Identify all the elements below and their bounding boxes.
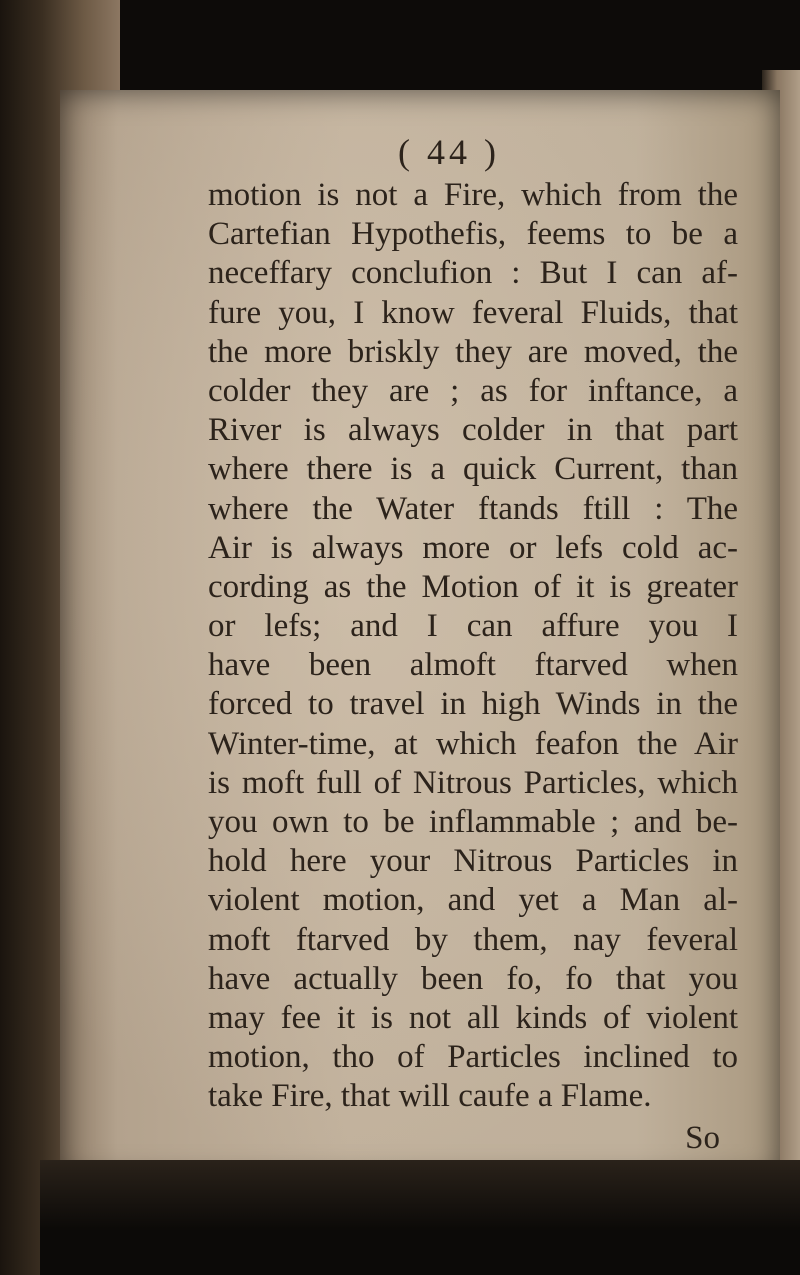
text-line: Cartefian Hypothefis, feems to be a (208, 216, 738, 253)
text-line: where the Water ftands ftill : The (208, 490, 738, 527)
text-line: take Fire, that will caufe a Flame. (208, 1078, 652, 1115)
text-line: River is always colder in that part (208, 412, 738, 449)
text-line: hold here your Nitrous Particles in (208, 843, 738, 880)
text-line: have been almoft ftarved when (208, 647, 738, 684)
text-line: cording as the Motion of it is greater (208, 568, 738, 605)
text-line: motion, tho of Particles inclined to (208, 1039, 738, 1076)
page-number: ( 44 ) (398, 132, 500, 172)
text-line: violent motion, and yet a Man al- (208, 882, 738, 919)
page-bottom-shadow (40, 1160, 800, 1275)
page-text (208, 128, 748, 1158)
text-line: Winter-time, at which feafon the Air (208, 725, 738, 762)
text-line: forced to travel in high Winds in the (208, 686, 738, 723)
text-line: Air is always more or lefs cold ac- (208, 529, 738, 566)
catchword: So (685, 1119, 720, 1156)
text-line: you own to be inflammable ; and be- (208, 804, 738, 840)
text-line: may fee it is not all kinds of violent (208, 999, 738, 1036)
text-line: is moft full of Nitrous Particles, which (208, 764, 738, 801)
body-text (208, 176, 748, 1117)
text-line: colder they are ; as for inftance, a (208, 372, 738, 409)
text-line: have actually been fo, fo that you (208, 960, 738, 997)
text-line: moft ftarved by them, nay feveral (208, 921, 738, 958)
text-line: fure you, I know feveral Fluids, that (208, 294, 738, 331)
text-line: where there is a quick Current, than (208, 451, 738, 488)
text-line: the more briskly they are moved, the (208, 333, 738, 370)
text-line: motion is not a Fire, which from the (208, 177, 738, 213)
text-line: or lefs; and I can affure you I (208, 608, 738, 645)
text-line: neceffary conclufion : But I can af- (208, 255, 738, 292)
